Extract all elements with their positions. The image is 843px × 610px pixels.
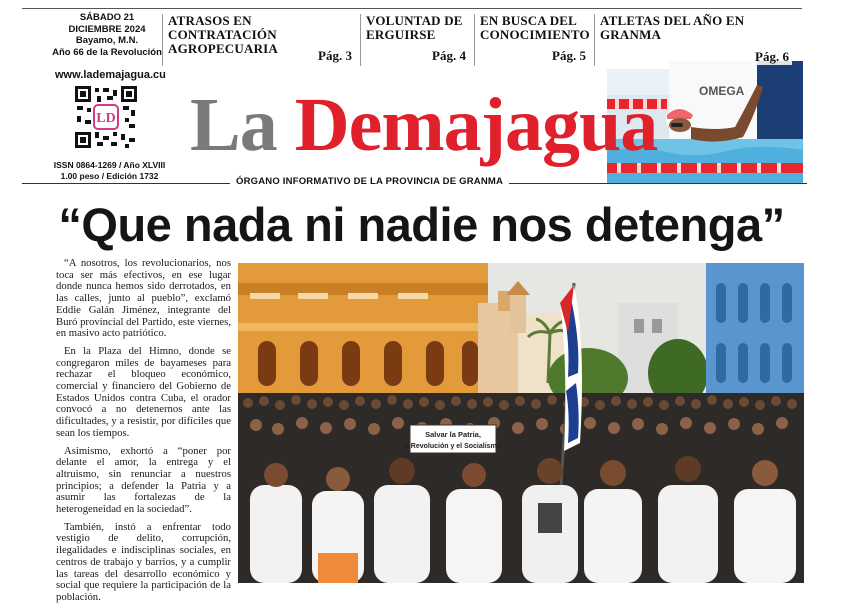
- article-paragraph: También, instó a enfrentar todo vestigio de delito, corrupción, ilegalidades e indisciplinas sociales, en centros de trabajo y barrios, y a cumplir las tareas del desarrollo económico y social que requiere la participación de la población.: [56, 520, 231, 603]
- teaser-title: VOLUNTAD DE ERGUIRSE: [366, 13, 463, 42]
- teaser-page-number: Pág. 5: [552, 48, 586, 63]
- issn-block: [52, 160, 167, 182]
- rally-photo: [238, 263, 804, 583]
- article-body: [56, 258, 231, 610]
- article-paragraph: En la Plaza del Himno, donde se congregaron miles de bayameses para rechazar el bloqueo económico, comercial y financiero del Gobierno de Estados Unidos contra Cuba, el orador convocó a no detenernos ante las dificultades, y a resistir, por difíciles que sean los tiempos.: [56, 344, 231, 439]
- date-block: [52, 12, 162, 58]
- date-weekday: SÁBADO 21: [79, 12, 135, 23]
- issn-number: ISSN 0864-1269 / Año XLVIII: [53, 160, 166, 170]
- masthead-demajagua: Demajagua: [294, 83, 658, 167]
- qr-code[interactable]: [75, 86, 137, 148]
- teaser-page-3[interactable]: [162, 14, 360, 66]
- top-rule: [22, 8, 802, 9]
- article-paragraph: Asimismo, exhortó a “poner por delante el amor, la entrega y el altruismo, sin renunciar a nuestros principios; a defender la Patria y a asumir las fortalezas de la heterogeneidad en la sociedad”.: [56, 444, 231, 516]
- main-headline: “Que nada ni nadie nos detenga”: [58, 198, 785, 251]
- teaser-page-number: Pág. 3: [318, 48, 352, 63]
- teaser-page-number: Pág. 4: [432, 48, 466, 63]
- teaser-title: ATRASOS EN CONTRATACIÓN AGROPECUARIA: [168, 13, 279, 56]
- organ-label: ÓRGANO INFORMATIVO DE LA PROVINCIA DE GRANMA: [230, 176, 509, 187]
- masthead-logo: [190, 80, 657, 170]
- article-paragraph: “A nosotros, los revolucionarios, nos toca ser más efectivos, en ese lugar donde nunca hemos sido derrotados, en las calles, junto al pueblo”, exclamó Eddie Galán Jiménez, integrante del Buró provincial del Partido, este viernes, en masivo acto patriótico.: [56, 257, 231, 340]
- date-revolution-year: Año 66 de la Revolución: [52, 46, 162, 58]
- qr-logo: LD: [96, 111, 116, 126]
- masthead-la: La: [190, 83, 277, 167]
- teaser-page-5[interactable]: [474, 14, 594, 66]
- omega-brand: OMEGA: [699, 84, 745, 98]
- teaser-title: ATLETAS DEL AÑO EN GRANMA: [600, 13, 745, 42]
- price-edition: 1.00 peso / Edición 1732: [60, 171, 159, 181]
- banner-line-1: Salvar la Patria,: [425, 430, 481, 439]
- date-city: Bayamo, M.N.: [75, 35, 139, 46]
- teaser-title: EN BUSCA DEL CONOCIMIENTO: [480, 13, 590, 42]
- teaser-page-6-number: Pág. 6: [752, 49, 792, 65]
- website-url[interactable]: www.lademajagua.cu: [55, 69, 166, 81]
- banner-line-2: la Revolución y el Socialismo.: [403, 443, 503, 450]
- date-month-year: DICIEMBRE 2024: [68, 23, 146, 35]
- teaser-page-4[interactable]: [360, 14, 474, 66]
